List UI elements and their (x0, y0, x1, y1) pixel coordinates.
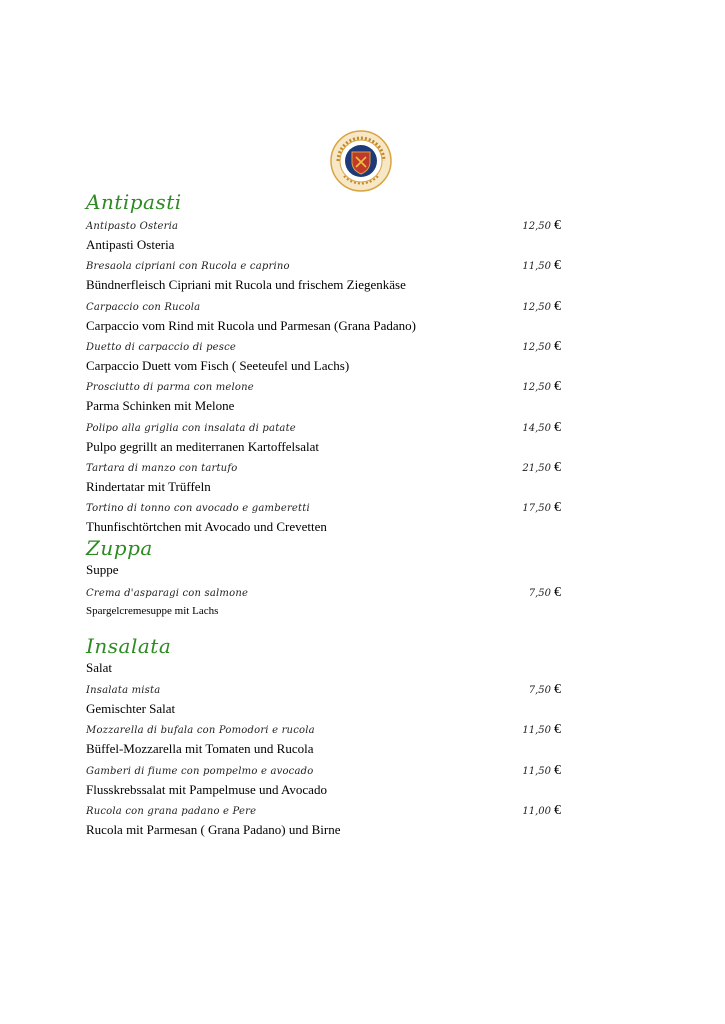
menu-item (86, 802, 561, 844)
currency-symbol: € (554, 459, 561, 475)
dish-name-german: Antipasti Osteria (86, 237, 175, 252)
dish-name-italian: Prosciutto di parma con melone (86, 382, 254, 394)
currency-symbol: € (554, 258, 561, 274)
menu-item (86, 459, 561, 501)
dish-price (522, 218, 561, 234)
price-value: 7,50 (528, 588, 551, 599)
price-value: 21,50 (522, 462, 551, 474)
dish-name-german: Parma Schinken mit Melone (86, 398, 235, 414)
dish-price (529, 585, 561, 601)
dish-price (522, 299, 561, 315)
dish-price (522, 722, 561, 738)
dish-name-german: Flusskrebssalat mit Pampelmuse und Avocado (86, 781, 327, 797)
dish-name-italian: Carpaccio con Rucola (86, 301, 201, 313)
dish-price (522, 460, 561, 476)
dish-name-italian: Tortino di tonno con avocado e gamberetti (86, 503, 310, 515)
currency-symbol: € (554, 682, 561, 697)
dish-price (522, 339, 561, 355)
price-value: 7,50 (528, 685, 551, 696)
price-value: 17,50 (522, 503, 551, 515)
currency-symbol: € (554, 419, 561, 435)
dish-name-german: Carpaccio vom Rind mit Rucola und Parmesan (Grana Padano) (86, 317, 416, 333)
currency-symbol: € (554, 802, 561, 818)
currency-symbol: € (554, 762, 561, 778)
menu-item (86, 379, 561, 420)
menu-item (86, 338, 561, 380)
dish-price (522, 420, 561, 436)
currency-symbol: € (554, 585, 561, 600)
dish-name-italian: Mozzarella di bufala con Pomodori e rucola (86, 725, 315, 737)
dish-name-german: Spargelcremesuppe mit Lachs (86, 605, 219, 617)
dish-price (529, 682, 561, 698)
dish-name-german: Rindertatar mit Trüffeln (86, 478, 211, 494)
dish-name-german: Rucola mit Parmesan ( Grana Padano) und Birne (86, 821, 341, 837)
dish-price (522, 500, 561, 516)
dish-name-italian: Insalata mista (86, 685, 161, 696)
dish-name-italian: Gamberi di fiume con pompelmo e avocado (86, 765, 314, 777)
price-value: 12,50 (522, 301, 551, 313)
price-value: 12,50 (522, 221, 551, 232)
dish-price (522, 803, 561, 819)
currency-symbol: € (554, 379, 561, 395)
currency-symbol: € (554, 338, 561, 354)
dish-price (522, 258, 561, 274)
price-value: 11,50 (522, 765, 551, 777)
dish-name-german: Büffel-Mozzarella mit Tomaten und Rucola (86, 741, 314, 757)
dish-name-german: Bündnerfleisch Cipriani mit Rucola und frischem Ziegenkäse (86, 277, 406, 293)
menu-item (86, 419, 561, 461)
price-value: 14,50 (522, 422, 551, 434)
dish-name-italian: Bresaola cipriani con Rucola e caprino (86, 261, 290, 273)
section-title: Antipasti (86, 190, 182, 214)
menu-item (86, 585, 561, 626)
currency-symbol: € (554, 722, 561, 738)
price-value: 11,00 (522, 805, 551, 817)
currency-symbol: € (554, 298, 561, 314)
dish-name-german: Gemischter Salat (86, 701, 176, 716)
dish-name-italian: Duetto di carpaccio di pesce (86, 341, 237, 353)
menu-item (86, 500, 561, 541)
dish-name-italian: Antipasto Osteria (86, 221, 179, 232)
currency-symbol: € (554, 500, 561, 516)
dish-name-italian: Crema d'asparagi con salmone (86, 588, 249, 599)
dish-price (522, 379, 561, 395)
dish-name-italian: Tartara di manzo con tartufo (86, 462, 238, 474)
price-value: 11,50 (522, 261, 551, 273)
price-value: 12,50 (522, 382, 551, 394)
menu-item (86, 298, 561, 340)
price-value: 12,50 (522, 341, 551, 353)
currency-symbol: € (554, 218, 561, 233)
menu-item (86, 218, 561, 259)
section-title: Zuppa (86, 536, 153, 560)
section-title: Insalata (86, 634, 172, 658)
menu-item (86, 722, 561, 763)
section-subtitle: Suppe (86, 562, 119, 577)
dish-name-german: Carpaccio Duett vom Fisch ( Seeteufel und Lachs) (86, 357, 350, 373)
section-subtitle: Salat (86, 660, 112, 675)
dish-name-italian: Polipo alla griglia con insalata di patate (86, 422, 296, 434)
restaurant-seal-icon (330, 130, 392, 192)
menu-item (86, 682, 561, 723)
dish-name-german: Pulpo gegrillt an mediterranen Kartoffelsalat (86, 438, 319, 454)
dish-name-german: Thunfischtörtchen mit Avocado und Crevetten (86, 519, 327, 535)
menu-item (86, 762, 561, 804)
dish-name-italian: Rucola con grana padano e Pere (86, 805, 257, 817)
menu-item (86, 258, 561, 299)
dish-price (522, 763, 561, 779)
price-value: 11,50 (522, 725, 551, 737)
